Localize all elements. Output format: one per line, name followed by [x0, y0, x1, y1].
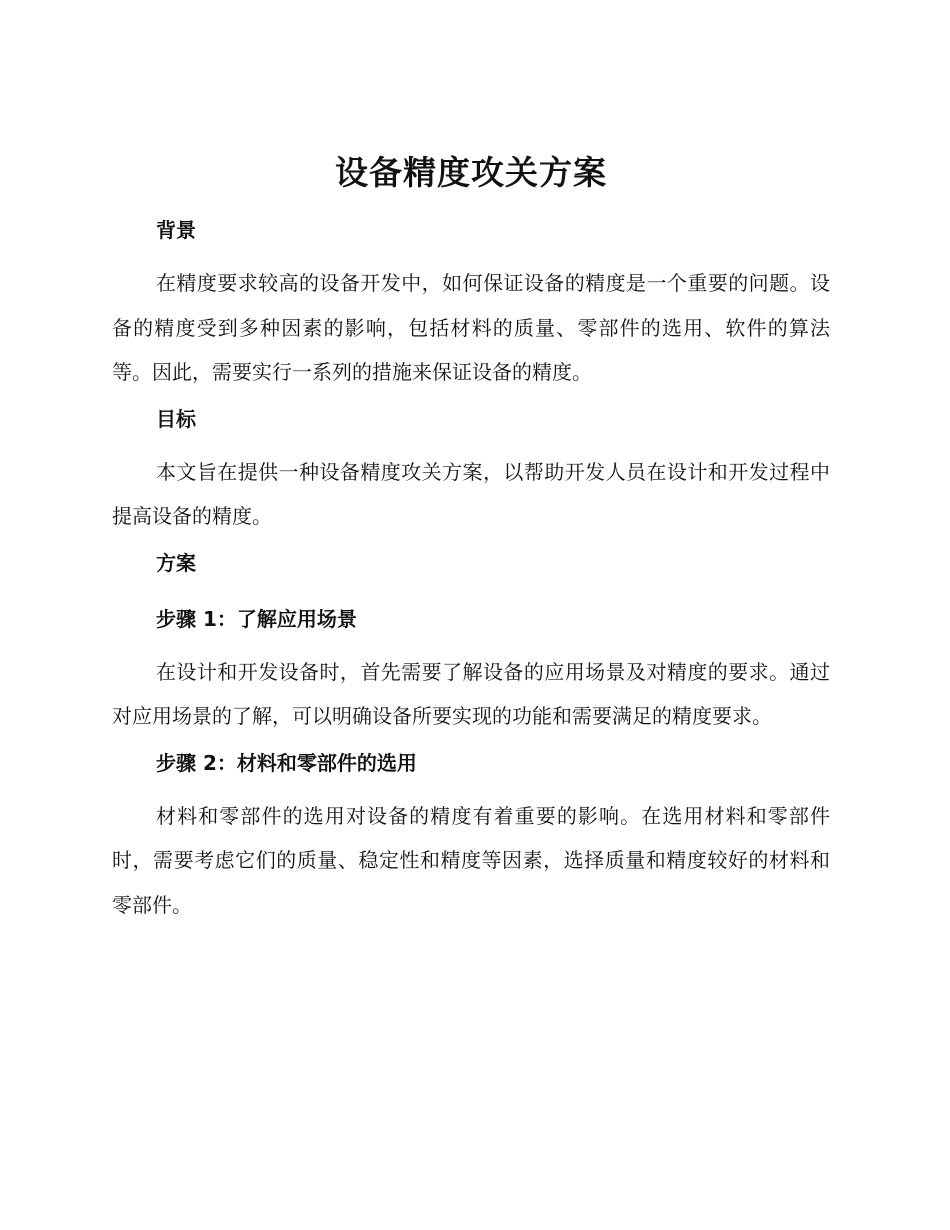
section-heading-step-1: 步骤 1：了解应用场景	[156, 606, 357, 631]
section-background	[112, 216, 830, 405]
section-plan	[112, 549, 830, 605]
section-heading-step-2: 步骤 2：材料和零部件的选用	[156, 750, 417, 775]
section-paragraph-background: 在精度要求较高的设备开发中，如何保证设备的精度是一个重要的问题。设备的精度受到多种因素的影响，包括材料的质量、零部件的选用、软件的算法等。因此，需要实行一系列的措施来保证设备的精度。	[112, 271, 830, 384]
section-paragraph-step-2: 材料和零部件的选用对设备的精度有着重要的影响。在选用材料和零部件时，需要考虑它们的质量、稳定性和精度等因素，选择质量和精度较好的材料和零部件。	[112, 803, 830, 917]
section-paragraph-step-1: 在设计和开发设备时，首先需要了解设备的应用场景及对精度的要求。通过对应用场景的了解，可以明确设备所要实现的功能和需要满足的精度要求。	[112, 659, 830, 728]
section-heading-background: 背景	[156, 218, 196, 242]
section-step-1	[112, 605, 830, 749]
document-page	[112, 150, 830, 927]
section-heading-goal: 目标	[156, 406, 196, 431]
section-paragraph-goal: 本文旨在提供一种设备精度攻关方案，以帮助开发人员在设计和开发过程中提高设备的精度。	[112, 459, 830, 528]
section-heading-plan: 方案	[156, 550, 196, 575]
section-step-2	[112, 749, 830, 928]
document-title: 设备精度攻关方案	[335, 153, 607, 192]
section-goal	[112, 405, 830, 549]
